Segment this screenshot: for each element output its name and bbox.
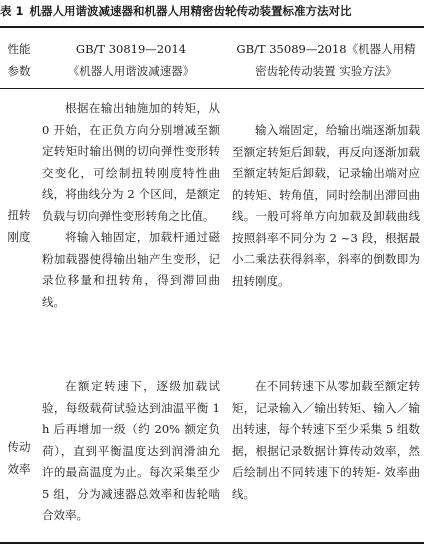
header-col1-line2: 《机器人用谐波减速器》	[67, 64, 195, 78]
row2-col2-para1: 在不同转速下从零加载至额定转矩，记录输入／输出转矩、输入／输出转速，每个转速下至少采集 5 组数据，根据记录数据计算传动效率，然后绘制出不同转速下的转矩- 效率曲线。	[232, 379, 420, 501]
row1-col2-para1: 输入端固定，给输出端逐渐加载至额定转矩后卸载，再反向逐渐加载至额定转矩后卸载，记录输出端对应的转矩、转角值，同时绘制出滞回曲线。一般可将单方向加载及卸载曲线按照斜率不同分为 2 ~3 段，根据最小二乘法获得斜率，斜率的倒数即为扭转刚度。	[232, 123, 420, 288]
row1-col1-para2: 将输入轴固定，加载杆通过磁粉加载器使得输出轴产生变形，记录位移量和扭转角，得到滞回曲线。	[42, 230, 220, 309]
row2-col1-para1: 在额定转速下，逐级加载试验，每级载荷试验达到油温平衡 1 h 后再增加一级（约 20% 额定负荷），直到平衡温度达到润滑油允许的最高温度为止。每次采集至少 5 组，分为减速器总效率和齿轮啮合效率。	[42, 379, 220, 522]
row-label-torsional-stiffness	[0, 204, 38, 248]
row-label-transmission-efficiency	[0, 436, 38, 480]
header-col2	[232, 38, 420, 82]
row1-label-line1: 扭转	[7, 208, 31, 222]
bottom-rule	[0, 542, 424, 544]
row1-col1-para1: 根据在输出轴施加的转矩，从 0 开始，在正负方向分别增减至额定转矩时输出侧的切向弹性变形转交变化，可绘制扭转刚度特性曲线，将曲线分为 2 个区间，是额定负载与切向弹性变形转角之比值。	[42, 101, 220, 223]
header-col2-line2: 密齿轮传动装置 实验方法》	[255, 64, 397, 78]
row1-col1	[42, 98, 220, 313]
row2-col1	[42, 376, 220, 527]
header-col0-line1: 性能	[7, 42, 31, 56]
row2-col2	[232, 376, 420, 505]
header-col1	[42, 38, 220, 82]
top-rule	[0, 26, 424, 28]
header-rule	[0, 88, 424, 89]
header-col0	[0, 38, 38, 82]
header-col2-line1: GB/T 35089—2018《机器人用精	[236, 42, 416, 56]
row1-label-line2: 刚度	[7, 230, 31, 244]
table-number: 表 1	[0, 4, 24, 18]
table-caption	[0, 0, 424, 22]
table-title: 机器人用谐波减速器和机器人用精密齿轮传动装置标准方法对比	[29, 4, 352, 18]
header-col0-line2: 参数	[7, 64, 31, 78]
row1-col2	[232, 120, 420, 292]
row2-label-line2: 效率	[7, 462, 31, 476]
header-col1-line1: GB/T 30819—2014	[75, 42, 187, 56]
row2-label-line1: 传动	[7, 440, 31, 454]
